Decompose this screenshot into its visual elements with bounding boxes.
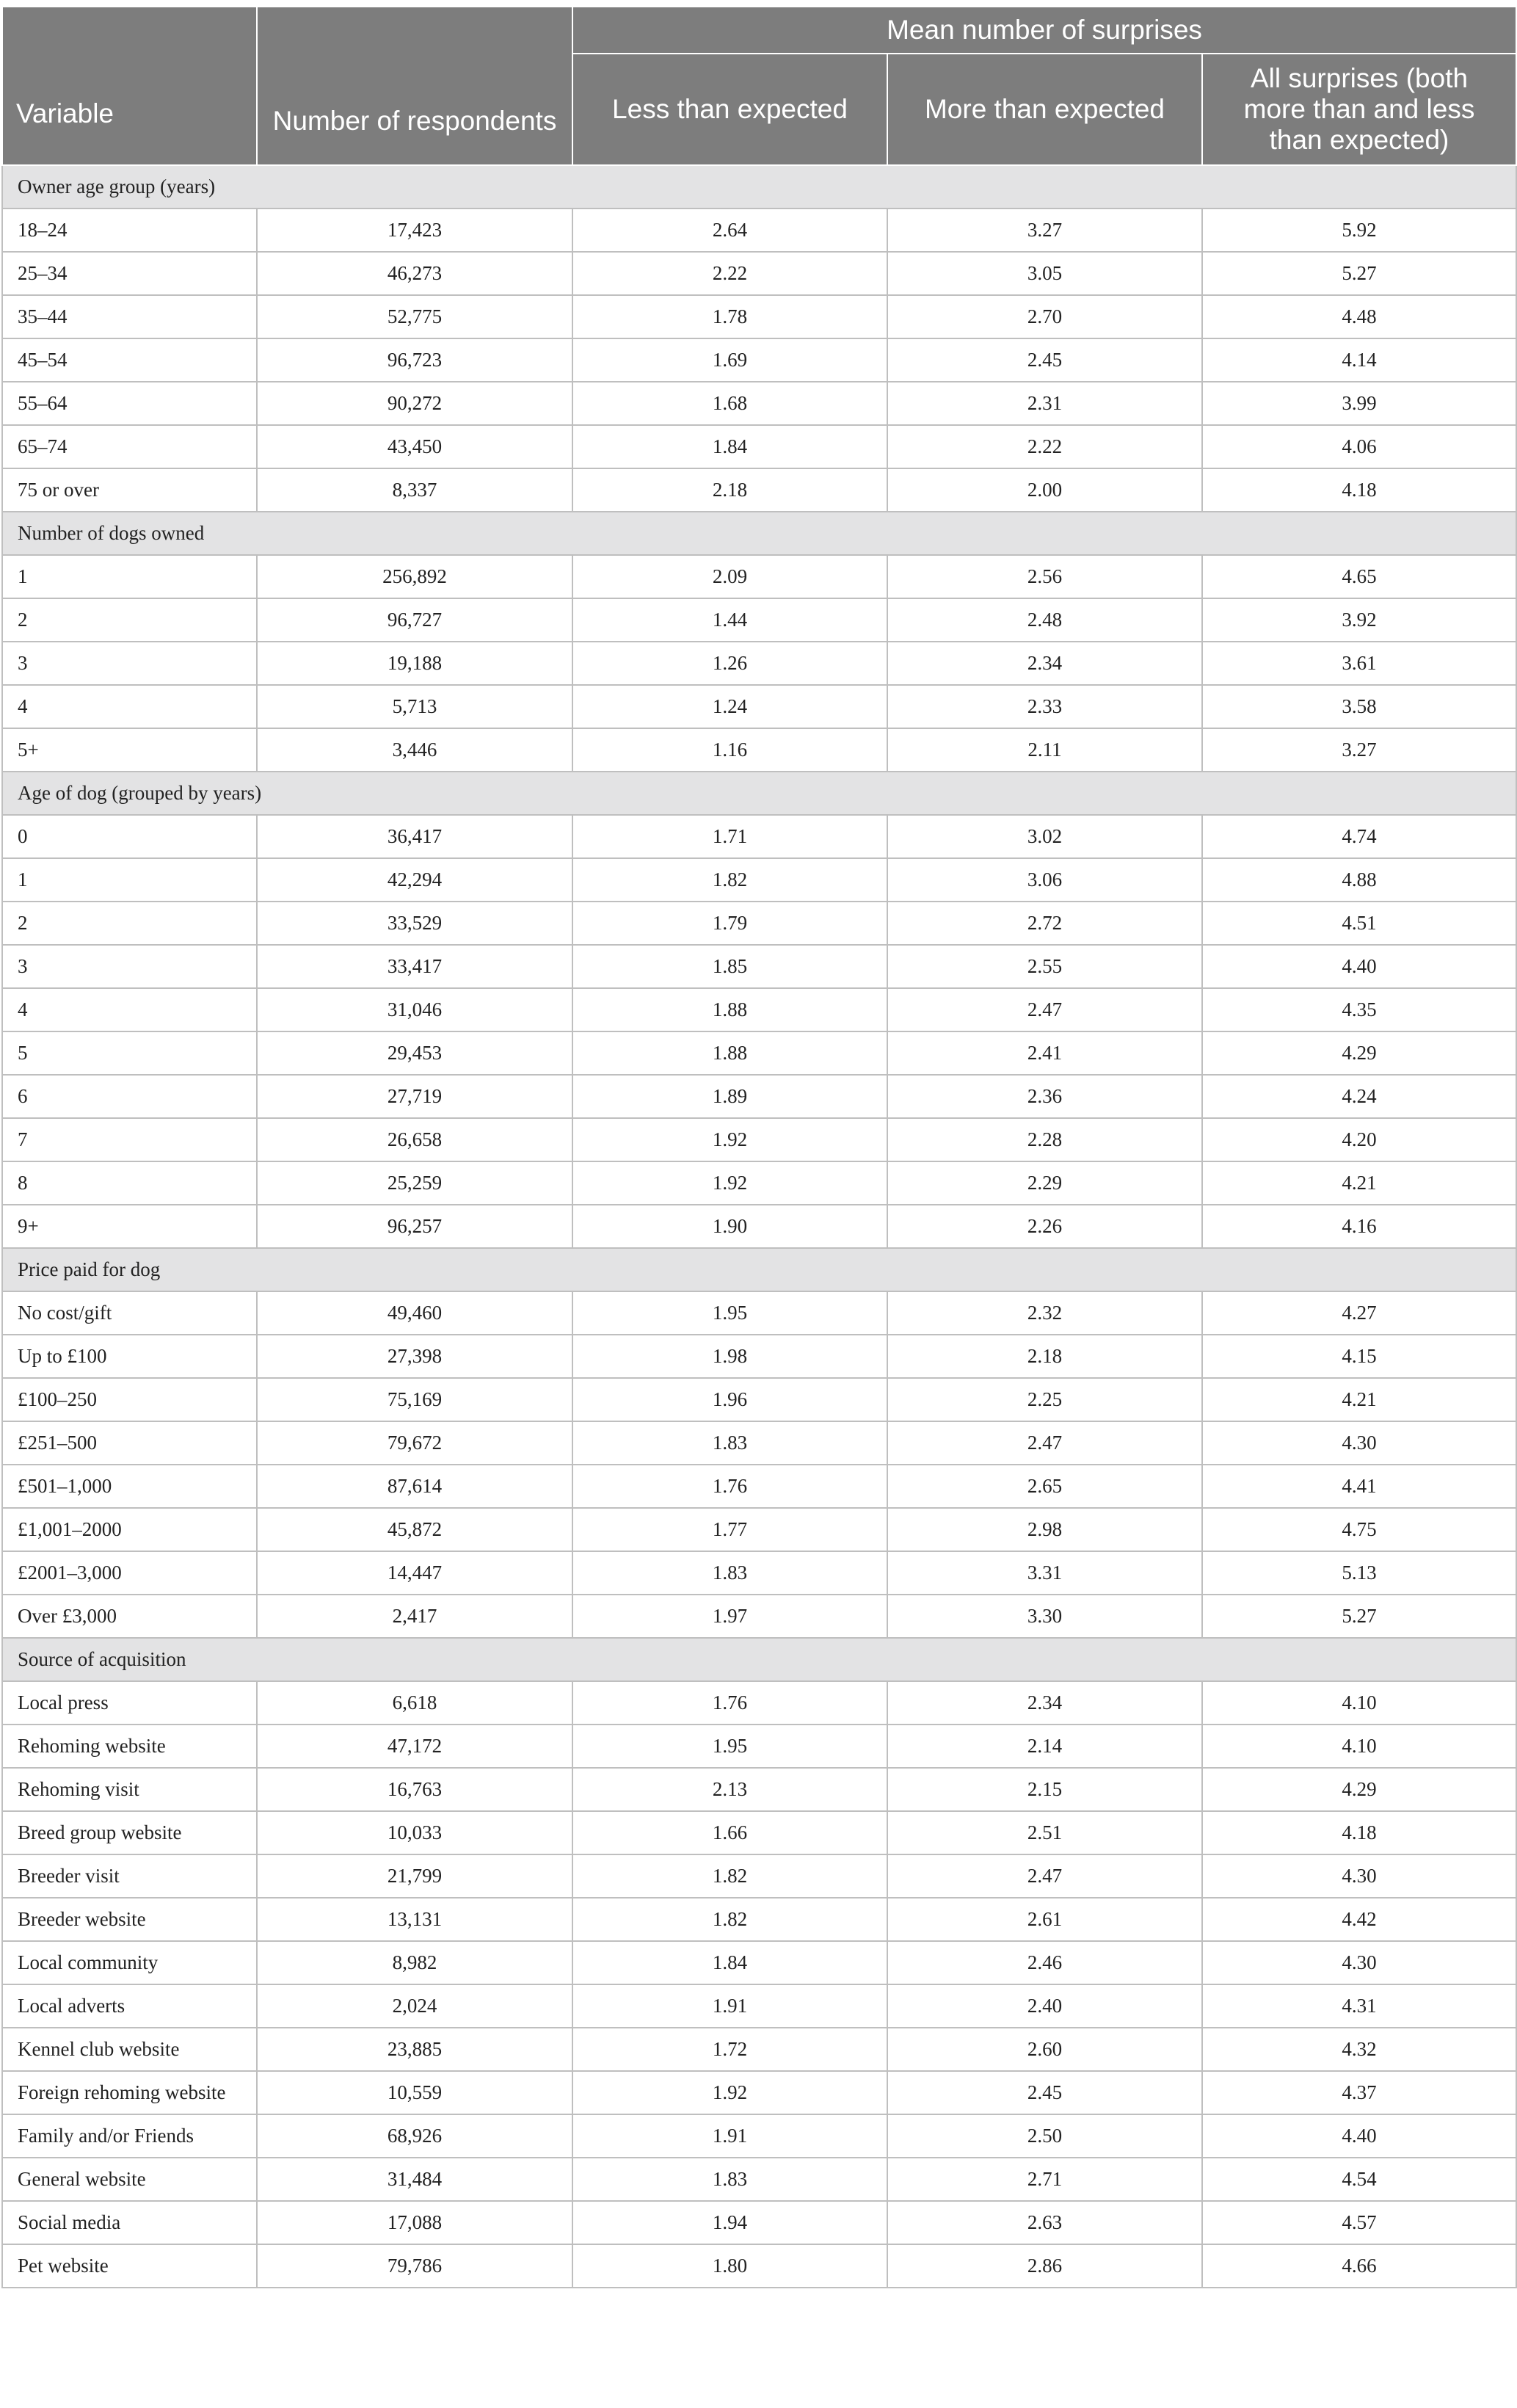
table-row [2,1161,1516,1205]
respondents-cell: 26,658 [257,1118,572,1161]
less-cell: 1.79 [572,902,887,945]
respondents-cell: 23,885 [257,2028,572,2071]
variable-cell: 1 [2,555,257,598]
table-row [2,1118,1516,1161]
all-cell: 4.30 [1202,1421,1516,1465]
less-cell: 1.69 [572,338,887,382]
header-less-than-expected: Less than expected [572,54,887,165]
respondents-cell: 8,982 [257,1941,572,1984]
respondents-cell: 75,169 [257,1378,572,1421]
table-row [2,988,1516,1031]
more-cell: 2.47 [887,1854,1202,1898]
variable-cell: 45–54 [2,338,257,382]
less-cell: 1.85 [572,945,887,988]
table-row [2,1595,1516,1638]
less-cell: 1.95 [572,1291,887,1335]
table-body [2,165,1516,2288]
more-cell: 2.86 [887,2244,1202,2288]
variable-cell: £2001–3,000 [2,1551,257,1595]
all-cell: 4.74 [1202,815,1516,858]
all-cell: 4.24 [1202,1075,1516,1118]
respondents-cell: 13,131 [257,1898,572,1941]
table-row [2,1984,1516,2028]
table-row [2,1941,1516,1984]
more-cell: 2.50 [887,2114,1202,2158]
respondents-cell: 27,398 [257,1335,572,1378]
respondents-cell: 43,450 [257,425,572,468]
respondents-cell: 31,484 [257,2158,572,2201]
all-cell: 4.30 [1202,1854,1516,1898]
respondents-cell: 6,618 [257,1681,572,1725]
variable-cell: 4 [2,685,257,728]
variable-cell: 3 [2,945,257,988]
respondents-cell: 42,294 [257,858,572,902]
table-row [2,902,1516,945]
less-cell: 2.13 [572,1768,887,1811]
variable-cell: 0 [2,815,257,858]
table-row [2,2114,1516,2158]
header-respondents: Number of respondents [257,7,572,165]
table-row [2,295,1516,338]
all-cell: 5.13 [1202,1551,1516,1595]
respondents-cell: 8,337 [257,468,572,512]
all-cell: 4.18 [1202,468,1516,512]
table-row [2,1465,1516,1508]
respondents-cell: 33,417 [257,945,572,988]
all-cell: 4.88 [1202,858,1516,902]
table-row [2,1205,1516,1248]
variable-cell: 65–74 [2,425,257,468]
all-cell: 4.48 [1202,295,1516,338]
table-row [2,425,1516,468]
section-title: Number of dogs owned [2,512,1516,555]
more-cell: 2.72 [887,902,1202,945]
table-row [2,1551,1516,1595]
less-cell: 1.98 [572,1335,887,1378]
all-cell: 4.16 [1202,1205,1516,1248]
respondents-cell: 16,763 [257,1768,572,1811]
respondents-cell: 27,719 [257,1075,572,1118]
respondents-cell: 96,727 [257,598,572,642]
more-cell: 2.14 [887,1725,1202,1768]
more-cell: 2.00 [887,468,1202,512]
more-cell: 2.47 [887,1421,1202,1465]
table-row [2,2201,1516,2244]
respondents-cell: 17,088 [257,2201,572,2244]
less-cell: 1.44 [572,598,887,642]
section-row [2,512,1516,555]
respondents-cell: 19,188 [257,642,572,685]
respondents-cell: 87,614 [257,1465,572,1508]
less-cell: 1.95 [572,1725,887,1768]
respondents-cell: 46,273 [257,252,572,295]
respondents-cell: 5,713 [257,685,572,728]
variable-cell: 9+ [2,1205,257,1248]
respondents-cell: 256,892 [257,555,572,598]
respondents-cell: 36,417 [257,815,572,858]
variable-cell: 2 [2,598,257,642]
table-row [2,1898,1516,1941]
less-cell: 1.91 [572,1984,887,2028]
less-cell: 1.92 [572,2071,887,2114]
all-cell: 4.41 [1202,1465,1516,1508]
variable-cell: 2 [2,902,257,945]
less-cell: 1.97 [572,1595,887,1638]
variable-cell: No cost/gift [2,1291,257,1335]
all-cell: 4.31 [1202,1984,1516,2028]
table-row [2,2158,1516,2201]
table-row [2,1854,1516,1898]
variable-cell: 7 [2,1118,257,1161]
all-cell: 4.65 [1202,555,1516,598]
respondents-cell: 49,460 [257,1291,572,1335]
all-cell: 3.61 [1202,642,1516,685]
more-cell: 2.41 [887,1031,1202,1075]
more-cell: 2.70 [887,295,1202,338]
all-cell: 4.10 [1202,1681,1516,1725]
table-row [2,1421,1516,1465]
variable-cell: £1,001–2000 [2,1508,257,1551]
all-cell: 4.06 [1202,425,1516,468]
table-row [2,598,1516,642]
variable-cell: Over £3,000 [2,1595,257,1638]
respondents-cell: 79,786 [257,2244,572,2288]
respondents-cell: 68,926 [257,2114,572,2158]
more-cell: 2.22 [887,425,1202,468]
section-row [2,165,1516,208]
respondents-cell: 25,259 [257,1161,572,1205]
table-row [2,208,1516,252]
data-table-container [1,6,1516,2288]
more-cell: 2.61 [887,1898,1202,1941]
all-cell: 4.21 [1202,1378,1516,1421]
variable-cell: Family and/or Friends [2,2114,257,2158]
table-row [2,1508,1516,1551]
all-cell: 3.99 [1202,382,1516,425]
table-row [2,2071,1516,2114]
variable-cell: 5 [2,1031,257,1075]
section-title: Source of acquisition [2,1638,1516,1681]
less-cell: 1.94 [572,2201,887,2244]
respondents-cell: 3,446 [257,728,572,772]
more-cell: 2.32 [887,1291,1202,1335]
variable-cell: Local adverts [2,1984,257,2028]
table-row [2,338,1516,382]
less-cell: 1.89 [572,1075,887,1118]
all-cell: 4.29 [1202,1031,1516,1075]
less-cell: 2.18 [572,468,887,512]
all-cell: 3.27 [1202,728,1516,772]
variable-cell: Rehoming website [2,1725,257,1768]
all-cell: 4.37 [1202,2071,1516,2114]
all-cell: 4.75 [1202,1508,1516,1551]
less-cell: 1.84 [572,425,887,468]
more-cell: 2.28 [887,1118,1202,1161]
respondents-cell: 14,447 [257,1551,572,1595]
all-cell: 4.35 [1202,988,1516,1031]
table-row [2,685,1516,728]
all-cell: 5.27 [1202,1595,1516,1638]
less-cell: 1.82 [572,858,887,902]
header-mean-surprises: Mean number of surprises [572,7,1516,54]
more-cell: 2.11 [887,728,1202,772]
variable-cell: Rehoming visit [2,1768,257,1811]
table-row [2,252,1516,295]
all-cell: 4.66 [1202,2244,1516,2288]
variable-cell: Breeder website [2,1898,257,1941]
all-cell: 4.54 [1202,2158,1516,2201]
table-row [2,1725,1516,1768]
less-cell: 1.76 [572,1465,887,1508]
less-cell: 2.09 [572,555,887,598]
less-cell: 1.83 [572,2158,887,2201]
less-cell: 1.16 [572,728,887,772]
variable-cell: Pet website [2,2244,257,2288]
respondents-cell: 52,775 [257,295,572,338]
more-cell: 2.60 [887,2028,1202,2071]
variable-cell: Kennel club website [2,2028,257,2071]
table-row [2,858,1516,902]
more-cell: 2.33 [887,685,1202,728]
less-cell: 1.82 [572,1898,887,1941]
more-cell: 2.65 [887,1465,1202,1508]
more-cell: 2.45 [887,2071,1202,2114]
variable-cell: 75 or over [2,468,257,512]
more-cell: 2.48 [887,598,1202,642]
more-cell: 3.02 [887,815,1202,858]
variable-cell: £251–500 [2,1421,257,1465]
all-cell: 4.40 [1202,945,1516,988]
all-cell: 4.40 [1202,2114,1516,2158]
more-cell: 3.31 [887,1551,1202,1595]
more-cell: 2.55 [887,945,1202,988]
more-cell: 2.45 [887,338,1202,382]
table-row [2,1031,1516,1075]
section-title: Price paid for dog [2,1248,1516,1291]
more-cell: 2.98 [887,1508,1202,1551]
table-row [2,1378,1516,1421]
all-cell: 4.15 [1202,1335,1516,1378]
all-cell: 4.21 [1202,1161,1516,1205]
more-cell: 2.15 [887,1768,1202,1811]
all-cell: 4.18 [1202,1811,1516,1854]
section-row [2,1248,1516,1291]
all-cell: 4.29 [1202,1768,1516,1811]
respondents-cell: 90,272 [257,382,572,425]
table-row [2,555,1516,598]
variable-cell: 1 [2,858,257,902]
all-cell: 4.30 [1202,1941,1516,1984]
less-cell: 1.88 [572,988,887,1031]
variable-cell: Foreign rehoming website [2,2071,257,2114]
all-cell: 3.92 [1202,598,1516,642]
respondents-cell: 96,723 [257,338,572,382]
less-cell: 1.77 [572,1508,887,1551]
table-row [2,1681,1516,1725]
less-cell: 1.72 [572,2028,887,2071]
more-cell: 2.29 [887,1161,1202,1205]
all-cell: 4.51 [1202,902,1516,945]
less-cell: 1.83 [572,1551,887,1595]
less-cell: 1.80 [572,2244,887,2288]
less-cell: 1.88 [572,1031,887,1075]
table-row [2,1075,1516,1118]
less-cell: 1.24 [572,685,887,728]
respondents-cell: 10,559 [257,2071,572,2114]
variable-cell: Local press [2,1681,257,1725]
more-cell: 2.46 [887,1941,1202,1984]
table-row [2,642,1516,685]
table-row [2,382,1516,425]
less-cell: 1.66 [572,1811,887,1854]
table-row [2,1335,1516,1378]
all-cell: 4.57 [1202,2201,1516,2244]
more-cell: 2.71 [887,2158,1202,2201]
section-row [2,772,1516,815]
variable-cell: Local community [2,1941,257,1984]
all-cell: 5.92 [1202,208,1516,252]
table-row [2,468,1516,512]
variable-cell: £100–250 [2,1378,257,1421]
all-cell: 3.58 [1202,685,1516,728]
less-cell: 1.78 [572,295,887,338]
more-cell: 2.25 [887,1378,1202,1421]
table-header [2,7,1516,165]
variable-cell: 55–64 [2,382,257,425]
less-cell: 1.76 [572,1681,887,1725]
respondents-cell: 17,423 [257,208,572,252]
table-row [2,1811,1516,1854]
less-cell: 1.92 [572,1118,887,1161]
less-cell: 1.68 [572,382,887,425]
more-cell: 3.06 [887,858,1202,902]
table-row [2,2244,1516,2288]
section-title: Age of dog (grouped by years) [2,772,1516,815]
variable-cell: 5+ [2,728,257,772]
less-cell: 1.84 [572,1941,887,1984]
all-cell: 4.14 [1202,338,1516,382]
all-cell: 4.42 [1202,1898,1516,1941]
less-cell: 1.82 [572,1854,887,1898]
section-row [2,1638,1516,1681]
respondents-cell: 33,529 [257,902,572,945]
more-cell: 2.47 [887,988,1202,1031]
less-cell: 1.83 [572,1421,887,1465]
all-cell: 4.32 [1202,2028,1516,2071]
header-all-surprises: All surprises (both more than and less than expected) [1202,54,1516,165]
surprises-table [1,6,1517,2288]
table-row [2,815,1516,858]
table-row [2,2028,1516,2071]
respondents-cell: 45,872 [257,1508,572,1551]
less-cell: 1.71 [572,815,887,858]
table-row [2,945,1516,988]
more-cell: 2.31 [887,382,1202,425]
variable-cell: 8 [2,1161,257,1205]
variable-cell: Social media [2,2201,257,2244]
less-cell: 1.91 [572,2114,887,2158]
variable-cell: Breeder visit [2,1854,257,1898]
header-more-than-expected: More than expected [887,54,1202,165]
respondents-cell: 47,172 [257,1725,572,1768]
all-cell: 4.20 [1202,1118,1516,1161]
variable-cell: 3 [2,642,257,685]
all-cell: 4.27 [1202,1291,1516,1335]
all-cell: 5.27 [1202,252,1516,295]
less-cell: 1.96 [572,1378,887,1421]
all-cell: 4.10 [1202,1725,1516,1768]
variable-cell: 18–24 [2,208,257,252]
table-row [2,728,1516,772]
variable-cell: 4 [2,988,257,1031]
more-cell: 2.63 [887,2201,1202,2244]
more-cell: 2.18 [887,1335,1202,1378]
less-cell: 1.90 [572,1205,887,1248]
more-cell: 2.51 [887,1811,1202,1854]
more-cell: 2.56 [887,555,1202,598]
more-cell: 2.40 [887,1984,1202,2028]
respondents-cell: 21,799 [257,1854,572,1898]
variable-cell: 35–44 [2,295,257,338]
more-cell: 3.05 [887,252,1202,295]
less-cell: 1.92 [572,1161,887,1205]
respondents-cell: 10,033 [257,1811,572,1854]
table-row [2,1291,1516,1335]
header-variable: Variable [2,7,257,165]
respondents-cell: 96,257 [257,1205,572,1248]
respondents-cell: 2,024 [257,1984,572,2028]
variable-cell: £501–1,000 [2,1465,257,1508]
more-cell: 2.34 [887,642,1202,685]
variable-cell: 25–34 [2,252,257,295]
respondents-cell: 2,417 [257,1595,572,1638]
variable-cell: Breed group website [2,1811,257,1854]
less-cell: 1.26 [572,642,887,685]
more-cell: 3.27 [887,208,1202,252]
variable-cell: Up to £100 [2,1335,257,1378]
more-cell: 2.36 [887,1075,1202,1118]
respondents-cell: 29,453 [257,1031,572,1075]
variable-cell: 6 [2,1075,257,1118]
respondents-cell: 79,672 [257,1421,572,1465]
table-row [2,1768,1516,1811]
more-cell: 2.34 [887,1681,1202,1725]
more-cell: 3.30 [887,1595,1202,1638]
less-cell: 2.22 [572,252,887,295]
respondents-cell: 31,046 [257,988,572,1031]
variable-cell: General website [2,2158,257,2201]
less-cell: 2.64 [572,208,887,252]
section-title: Owner age group (years) [2,165,1516,208]
more-cell: 2.26 [887,1205,1202,1248]
